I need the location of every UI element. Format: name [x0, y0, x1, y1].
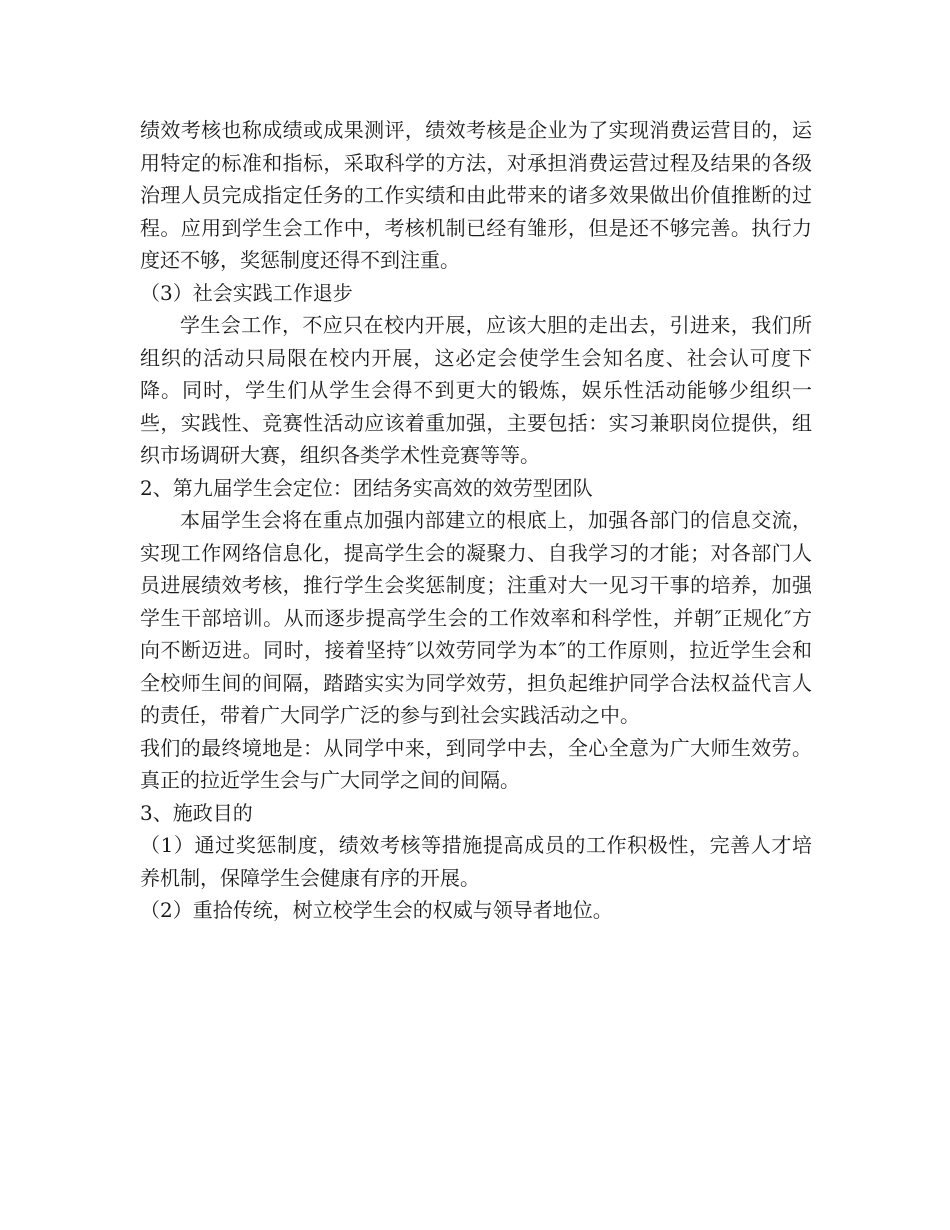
paragraph-positioning: 本届学生会将在重点加强内部建立的根底上，加强各部门的信息交流，实现工作网络信息化，提高学生会的凝聚力、自我学习的才能；对各部门人员进展绩效考核，推行学生会奖惩制度；注重对大一见习干事的培养，加强学生干部培训。从而逐步提高学生会的工作效率和科学性，并朝″正规化″方向不断迈进。同时，接着坚持″以效劳同学为本″的工作原则，拉近学生会和全校师生间的间隔，踏踏实实为同学效劳，担负起维护同学合法权益代言人的责任，带着广大同学广泛的参与到社会实践活动之中。: [140, 508, 812, 727]
document-body: [140, 114, 812, 927]
paragraph-goal-2: （2）重拾传统，树立校学生会的权威与领导者地位。: [140, 898, 613, 922]
heading-positioning: 2、第九届学生会定位：团结务实高效的效劳型团队: [140, 475, 593, 500]
paragraph-performance-appraisal: 绩效考核也称成绩或成果测评，绩效考核是企业为了实现消费运营目的，运用特定的标准和指标，采取科学的方法，对承担消费运营过程及结果的各级治理人员完成指定任务的工作实绩和由此带来的诸多效果做出价值推断的过程。应用到学生会工作中，考核机制已经有雏形，但是还不够完善。执行力度还不够，奖惩制度还得不到注重。: [140, 118, 812, 272]
heading-social-practice: （3）社会实践工作退步: [140, 280, 353, 305]
heading-governance-goals: 3、施政目的: [140, 800, 253, 825]
paragraph-goal-1: （1）通过奖惩制度，绩效考核等措施提高成员的工作积极性，完善人才培养机制，保障学生会健康有序的开展。: [140, 833, 812, 890]
paragraph-social-practice: 学生会工作，不应只在校内开展，应该大胆的走出去，引进来，我们所组织的活动只局限在校内开展，这必定会使学生会知名度、社会认可度下降。同时，学生们从学生会得不到更大的锻炼，娱乐性活动能够少组织一些，实践性、竞赛性活动应该着重加强，主要包括：实习兼职岗位提供，组织市场调研大赛，组织各类学术性竞赛等等。: [140, 313, 812, 467]
paragraph-ultimate-goal: 我们的最终境地是：从同学中来，到同学中去，全心全意为广大师生效劳。真正的拉近学生会与广大同学之间的间隔。: [140, 735, 812, 792]
